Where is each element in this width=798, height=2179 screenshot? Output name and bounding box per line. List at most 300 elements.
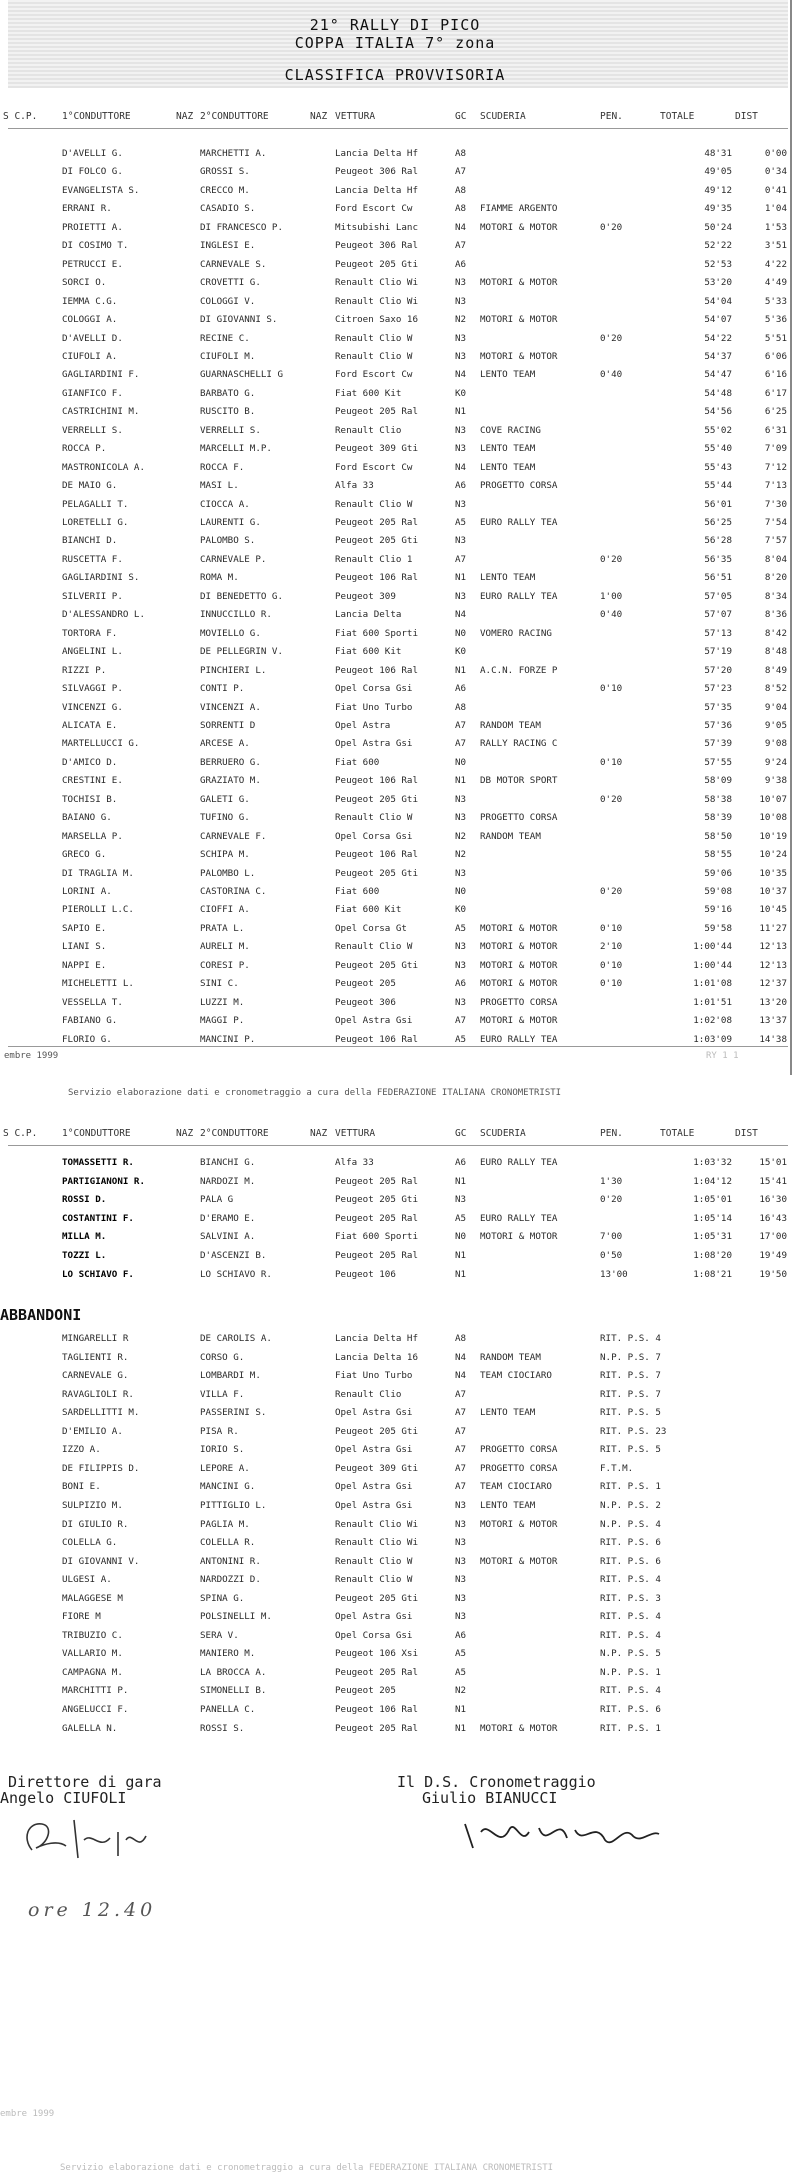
- driver-2: DI GIOVANNI S.: [200, 314, 278, 326]
- retirement-reason: N.P. P.S. 4: [600, 1518, 661, 1530]
- table-row: [0, 831, 790, 847]
- driver-2: NARDOZZI D.: [200, 1574, 261, 1586]
- total-time: 1:05'14: [693, 1212, 732, 1224]
- abandon-row: [0, 1333, 790, 1349]
- gap: 1'53: [764, 221, 787, 233]
- gap: 9'05: [764, 719, 787, 731]
- retirement-reason: RIT. P.S. 7: [600, 1388, 661, 1400]
- gap: 9'04: [764, 701, 787, 713]
- team: LENTO TEAM: [480, 1499, 536, 1511]
- gap: 5'33: [764, 295, 787, 307]
- abandon-row: [0, 1389, 790, 1405]
- retirement-reason: RIT. P.S. 4: [600, 1629, 661, 1641]
- driver-2: LOMBARDI M.: [200, 1370, 261, 1382]
- retirement-reason: RIT. P.S. 6: [600, 1537, 661, 1549]
- driver-2: MASI L.: [200, 480, 239, 492]
- car: Peugeot 309: [335, 590, 396, 602]
- table-row: [0, 1250, 790, 1266]
- table-row: [0, 1231, 790, 1247]
- driver-2: COLELLA R.: [200, 1537, 256, 1549]
- team: PROGETTO CORSA: [480, 996, 558, 1008]
- team: EURO RALLY TEA: [480, 1212, 558, 1224]
- gap: 19'49: [759, 1250, 787, 1261]
- car: Peugeot 106 Xsi: [335, 1648, 418, 1660]
- driver-1: PIEROLLI L.C.: [62, 904, 134, 916]
- abandon-row: [0, 1519, 790, 1535]
- table-row: [0, 849, 790, 865]
- class: N2: [455, 314, 467, 326]
- class: N3: [455, 1555, 467, 1567]
- class: N3: [455, 1537, 467, 1549]
- column-header: NAZ: [176, 1128, 194, 1139]
- total-time: 1:05'01: [693, 1194, 732, 1206]
- car: Peugeot 106 Ral: [335, 664, 418, 676]
- driver-1: GAGLIARDINI F.: [62, 369, 140, 381]
- gap: 5'51: [764, 332, 787, 344]
- driver-1: FIORE M: [62, 1611, 101, 1623]
- retirement-reason: RIT. P.S. 4: [600, 1611, 661, 1623]
- class: N4: [455, 609, 467, 621]
- driver-1: CARNEVALE G.: [62, 1370, 129, 1382]
- table-row: [0, 628, 790, 644]
- class: N2: [455, 830, 467, 842]
- car: Peugeot 205 Gti: [335, 1425, 418, 1437]
- class: N3: [455, 295, 467, 307]
- class: N4: [455, 1351, 467, 1363]
- total-time: 1:01'51: [693, 996, 732, 1008]
- team: MOTORI & MOTOR: [480, 221, 558, 233]
- car: Opel Corsa Gsi: [335, 683, 413, 695]
- driver-2: IORIO S.: [200, 1444, 245, 1456]
- team: LENTO TEAM: [480, 443, 536, 455]
- gap: 8'04: [764, 553, 787, 565]
- abandon-row: [0, 1426, 790, 1442]
- total-time: 1:00'44: [693, 959, 732, 971]
- classification-title: CLASSIFICA PROVVISORIA: [284, 66, 506, 84]
- team: MOTORI & MOTOR: [480, 959, 558, 971]
- total-time: 54'56: [704, 406, 732, 418]
- driver-2: SPINA G.: [200, 1592, 245, 1604]
- driver-2: CORESI P.: [200, 959, 250, 971]
- total-time: 54'07: [704, 314, 732, 326]
- gap: 3'51: [764, 240, 787, 252]
- car: Fiat 600 Kit: [335, 646, 402, 658]
- driver-1: SARDELLITTI M.: [62, 1407, 140, 1419]
- class: N1: [455, 664, 467, 676]
- team: MOTORI & MOTOR: [480, 1722, 558, 1734]
- table-row: [0, 148, 790, 164]
- driver-2: SORRENTI D: [200, 719, 256, 731]
- driver-2: DE CAROLIS A.: [200, 1333, 272, 1344]
- total-time: 58'09: [704, 775, 732, 787]
- penalty: 0'20: [600, 221, 623, 233]
- table-row: [0, 812, 790, 828]
- penalty: 1'30: [600, 1175, 623, 1187]
- team: PROGETTO CORSA: [480, 480, 558, 492]
- driver-1: GALELLA N.: [62, 1722, 118, 1734]
- class: N3: [455, 443, 467, 455]
- car: Peugeot 306 Ral: [335, 166, 418, 178]
- car: Peugeot 205 Ral: [335, 1212, 418, 1224]
- table-row: [0, 1213, 790, 1229]
- table-row: [0, 1034, 790, 1050]
- driver-1: RAVAGLIOLI R.: [62, 1388, 134, 1400]
- total-time: 58'55: [704, 849, 732, 861]
- column-header: TOTALE: [660, 111, 695, 122]
- table-row: [0, 1176, 790, 1192]
- table-row: [0, 923, 790, 939]
- penalty: 7'00: [600, 1231, 623, 1243]
- gap: 16'43: [759, 1212, 787, 1224]
- driver-1: VALLARIO M.: [62, 1648, 123, 1660]
- driver-1: DI FOLCO G.: [62, 166, 123, 178]
- total-time: 1:00'44: [693, 941, 732, 953]
- driver-1: DI GIULIO R.: [62, 1518, 129, 1530]
- total-time: 56'01: [704, 498, 732, 510]
- penalty: 0'10: [600, 959, 623, 971]
- car: Peugeot 306: [335, 996, 396, 1008]
- penalty: 2'10: [600, 941, 623, 953]
- abandon-row: [0, 1444, 790, 1460]
- driver-2: SIMONELLI B.: [200, 1685, 267, 1697]
- penalty: 0'20: [600, 332, 623, 344]
- abandon-row: [0, 1407, 790, 1423]
- driver-1: IEMMA C.G.: [62, 295, 118, 307]
- car: Peugeot 309 Gti: [335, 443, 418, 455]
- car: Opel Astra Gsi: [335, 738, 413, 750]
- abandon-row: [0, 1648, 790, 1664]
- table-row: [0, 240, 790, 256]
- driver-2: VERRELLI S.: [200, 424, 261, 436]
- driver-1: FABIANO G.: [62, 1015, 118, 1027]
- team: MOTORI & MOTOR: [480, 1555, 558, 1567]
- gap: 6'06: [764, 350, 787, 362]
- driver-1: BONI E.: [62, 1481, 101, 1493]
- team: MOTORI & MOTOR: [480, 1231, 558, 1243]
- car: Lancia Delta Hf: [335, 148, 418, 159]
- team: MOTORI & MOTOR: [480, 922, 558, 934]
- gap: 10'45: [759, 904, 787, 916]
- car: Alfa 33: [335, 480, 374, 492]
- abandon-row: [0, 1704, 790, 1720]
- car: Opel Astra Gsi: [335, 1015, 413, 1027]
- gap: 8'20: [764, 572, 787, 584]
- column-header: GC: [455, 1128, 467, 1139]
- table-row: [0, 1194, 790, 1210]
- total-time: 50'24: [704, 221, 732, 233]
- car: Peugeot 205 Ral: [335, 1175, 418, 1187]
- driver-2: RECINE C.: [200, 332, 250, 344]
- gap: 5'36: [764, 314, 787, 326]
- team: EURO RALLY TEA: [480, 517, 558, 528]
- driver-2: PALOMBO L.: [200, 867, 256, 879]
- driver-2: VILLA F.: [200, 1388, 245, 1400]
- gap: 13'20: [759, 996, 787, 1008]
- race-director-signature: [14, 1810, 184, 1870]
- penalty: 0'10: [600, 978, 623, 990]
- class: N3: [455, 350, 467, 362]
- total-time: 53'20: [704, 277, 732, 289]
- table-row: [0, 904, 790, 920]
- driver-1: D'EMILIO A.: [62, 1425, 123, 1437]
- table-row: [0, 203, 790, 219]
- driver-1: COSTANTINI F.: [62, 1212, 134, 1224]
- driver-1: CAMPAGNA M.: [62, 1666, 123, 1678]
- gap: 8'34: [764, 590, 787, 602]
- class: N4: [455, 221, 467, 233]
- driver-2: GUARNASCHELLI G: [200, 369, 283, 381]
- car: Opel Astra: [335, 719, 391, 731]
- column-header: PEN.: [600, 111, 623, 122]
- class: K0: [455, 904, 467, 916]
- team: MOTORI & MOTOR: [480, 350, 558, 362]
- penalty: 0'10: [600, 922, 623, 934]
- class: A7: [455, 1444, 467, 1456]
- gap: 10'08: [759, 812, 787, 824]
- penalty: 0'40: [600, 609, 623, 621]
- team: RANDOM TEAM: [480, 719, 541, 731]
- table-row: [0, 609, 790, 625]
- driver-2: POLSINELLI M.: [200, 1611, 272, 1623]
- table-row: [0, 591, 790, 607]
- driver-1: MILLA M.: [62, 1231, 107, 1243]
- total-time: 59'06: [704, 867, 732, 879]
- car: Peugeot 205 Gti: [335, 867, 418, 879]
- total-time: 49'12: [704, 184, 732, 196]
- column-header: SCUDERIA: [480, 1128, 526, 1139]
- abandon-row: [0, 1667, 790, 1683]
- race-director-name: Angelo CIUFOLI: [0, 1789, 127, 1807]
- retirement-reason: N.P. P.S. 2: [600, 1499, 661, 1511]
- driver-2: BERRUERO G.: [200, 756, 261, 768]
- car: Renault Clio W: [335, 350, 413, 362]
- driver-2: D'ERAMO E.: [200, 1212, 256, 1224]
- abandon-row: [0, 1685, 790, 1701]
- driver-2: MAGGI P.: [200, 1015, 245, 1027]
- table-row: [0, 166, 790, 182]
- driver-1: D'AVELLI G.: [62, 148, 123, 159]
- team: MOTORI & MOTOR: [480, 314, 558, 326]
- handwritten-time: ore 12.40: [28, 1899, 157, 1921]
- column-header: 1°CONDUTTORE: [62, 111, 131, 122]
- table-row: [0, 1157, 790, 1173]
- team: PROGETTO CORSA: [480, 1444, 558, 1456]
- table-row: [0, 886, 790, 902]
- class: N1: [455, 1722, 467, 1734]
- driver-1: SILVERII P.: [62, 590, 123, 602]
- class: A5: [455, 1212, 467, 1224]
- team: LENTO TEAM: [480, 461, 536, 473]
- driver-2: D'ASCENZI B.: [200, 1250, 267, 1261]
- driver-1: TOZZI L.: [62, 1250, 107, 1261]
- driver-2: ARCESE A.: [200, 738, 250, 750]
- car: Opel Corsa Gsi: [335, 1629, 413, 1641]
- car: Lancia Delta: [335, 609, 402, 621]
- car: Fiat 600 Kit: [335, 904, 402, 916]
- team: MOTORI & MOTOR: [480, 1518, 558, 1530]
- abandon-row: [0, 1537, 790, 1553]
- driver-1: TOCHISI B.: [62, 793, 118, 805]
- car: Peugeot 205 Ral: [335, 406, 418, 418]
- gap: 0'41: [764, 184, 787, 196]
- team: EURO RALLY TEA: [480, 1033, 558, 1045]
- table-row: [0, 222, 790, 238]
- table-row: [0, 757, 790, 773]
- retirement-reason: N.P. P.S. 7: [600, 1351, 661, 1363]
- driver-2: MOVIELLO G.: [200, 627, 261, 639]
- driver-2: BIANCHI G.: [200, 1157, 256, 1168]
- class: N3: [455, 277, 467, 289]
- abandon-row: [0, 1723, 790, 1739]
- car: Ford Escort Cw: [335, 369, 413, 381]
- retirement-reason: RIT. P.S. 4: [600, 1685, 661, 1697]
- total-time: 56'35: [704, 553, 732, 565]
- retirement-reason: RIT. P.S. 6: [600, 1555, 661, 1567]
- driver-2: GROSSI S.: [200, 166, 250, 178]
- driver-1: ALICATA E.: [62, 719, 118, 731]
- total-time: 54'37: [704, 350, 732, 362]
- car: Renault Clio: [335, 424, 402, 436]
- driver-1: ULGESI A.: [62, 1574, 112, 1586]
- driver-1: FLORIO G.: [62, 1033, 112, 1045]
- table-row: [0, 1269, 790, 1285]
- driver-1: BAIANO G.: [62, 812, 112, 824]
- driver-2: ROSSI S.: [200, 1722, 245, 1734]
- class: N3: [455, 424, 467, 436]
- driver-2: ROCCA F.: [200, 461, 245, 473]
- driver-1: PARTIGIANONI R.: [62, 1175, 145, 1187]
- race-director-title: Direttore di gara: [8, 1773, 162, 1791]
- car: Peugeot 205 Ral: [335, 1666, 418, 1678]
- driver-2: DE PELLEGRIN V.: [200, 646, 283, 658]
- total-time: 1:08'21: [693, 1268, 732, 1280]
- class: N3: [455, 332, 467, 344]
- driver-1: ANGELINI L.: [62, 646, 123, 658]
- team: MOTORI & MOTOR: [480, 941, 558, 953]
- car: Opel Astra Gsi: [335, 1499, 413, 1511]
- table-row: [0, 572, 790, 588]
- car: Peugeot 106 Ral: [335, 1033, 418, 1045]
- abandon-row: [0, 1593, 790, 1609]
- total-time: 56'28: [704, 535, 732, 547]
- timing-director-name: Giulio BIANUCCI: [422, 1789, 558, 1807]
- driver-2: GRAZIATO M.: [200, 775, 261, 787]
- driver-2: CASTORINA C.: [200, 886, 267, 897]
- gap: 12'37: [759, 978, 787, 990]
- driver-1: VERRELLI S.: [62, 424, 123, 436]
- total-time: 1:02'08: [693, 1015, 732, 1027]
- team: PROGETTO CORSA: [480, 812, 558, 824]
- driver-2: PALA G: [200, 1194, 234, 1206]
- driver-1: D'AMICO D.: [62, 756, 118, 768]
- team: TEAM CIOCIARO: [480, 1481, 552, 1493]
- driver-1: D'AVELLI D.: [62, 332, 123, 344]
- abandon-row: [0, 1370, 790, 1386]
- class: N3: [455, 1499, 467, 1511]
- column-header: S C.P.: [3, 111, 38, 122]
- class: N3: [455, 590, 467, 602]
- class: N1: [455, 406, 467, 418]
- gap: 7'30: [764, 498, 787, 510]
- table-row: [0, 333, 790, 349]
- driver-2: PISA R.: [200, 1425, 239, 1437]
- penalty: 0'20: [600, 886, 623, 897]
- driver-2: MANCINI G.: [200, 1481, 256, 1493]
- class: K0: [455, 387, 467, 399]
- class: A5: [455, 1666, 467, 1678]
- driver-1: ROSSI D.: [62, 1194, 107, 1206]
- total-time: 54'22: [704, 332, 732, 344]
- gap: 19'50: [759, 1268, 787, 1280]
- class: A7: [455, 166, 467, 178]
- car: Peugeot 205 Gti: [335, 959, 418, 971]
- table-row: [0, 997, 790, 1013]
- table-row: [0, 665, 790, 681]
- gap: 14'38: [759, 1033, 787, 1045]
- car: Renault Clio Wi: [335, 295, 418, 307]
- class: N3: [455, 867, 467, 879]
- gap: 7'12: [764, 461, 787, 473]
- column-header: VETTURA: [335, 1128, 376, 1139]
- total-time: 57'36: [704, 719, 732, 731]
- class: N1: [455, 1704, 467, 1715]
- total-time: 54'04: [704, 295, 732, 307]
- driver-1: TORTORA F.: [62, 627, 118, 639]
- driver-2: DI FRANCESCO P.: [200, 221, 283, 233]
- driver-1: LORINI A.: [62, 886, 112, 897]
- retirement-reason: RIT. P.S. 23: [600, 1425, 667, 1437]
- team: MOTORI & MOTOR: [480, 1015, 558, 1027]
- column-header: 2°CONDUTTORE: [200, 111, 269, 122]
- driver-2: VINCENZI A.: [200, 701, 261, 713]
- car: Opel Corsa Gsi: [335, 830, 413, 842]
- driver-2: SALVINI A.: [200, 1231, 256, 1243]
- total-time: 1:04'12: [693, 1175, 732, 1187]
- table-row: [0, 185, 790, 201]
- driver-1: LORETELLI G.: [62, 517, 129, 528]
- car: Renault Clio Wi: [335, 277, 418, 289]
- retirement-reason: RIT. P.S. 1: [600, 1722, 661, 1734]
- team: LENTO TEAM: [480, 369, 536, 381]
- driver-1: VINCENZI G.: [62, 701, 123, 713]
- car: Renault Clio W: [335, 1555, 413, 1567]
- class: A5: [455, 1648, 467, 1660]
- driver-1: VESSELLA T.: [62, 996, 123, 1008]
- car: Peugeot 205 Ral: [335, 1722, 418, 1734]
- driver-1: EVANGELISTA S.: [62, 184, 140, 196]
- class: A5: [455, 517, 467, 528]
- total-time: 57'05: [704, 590, 732, 602]
- table-row: [0, 554, 790, 570]
- total-time: 49'35: [704, 203, 732, 215]
- gap: 0'34: [764, 166, 787, 178]
- header-divider: [8, 128, 788, 129]
- gap: 13'37: [759, 1015, 787, 1027]
- gap: 6'17: [764, 387, 787, 399]
- abandon-row: [0, 1352, 790, 1368]
- class: N3: [455, 793, 467, 805]
- class: A7: [455, 1015, 467, 1027]
- driver-2: LEPORE A.: [200, 1462, 250, 1474]
- team: TEAM CIOCIARO: [480, 1370, 552, 1382]
- driver-2: SINI C.: [200, 978, 239, 990]
- car: Renault Clio W: [335, 812, 413, 824]
- driver-2: CASADIO S.: [200, 203, 256, 215]
- driver-1: D'ALESSANDRO L.: [62, 609, 145, 621]
- driver-1: PROIETTI A.: [62, 221, 123, 233]
- driver-1: GRECO G.: [62, 849, 107, 861]
- total-time: 48'31: [704, 148, 732, 159]
